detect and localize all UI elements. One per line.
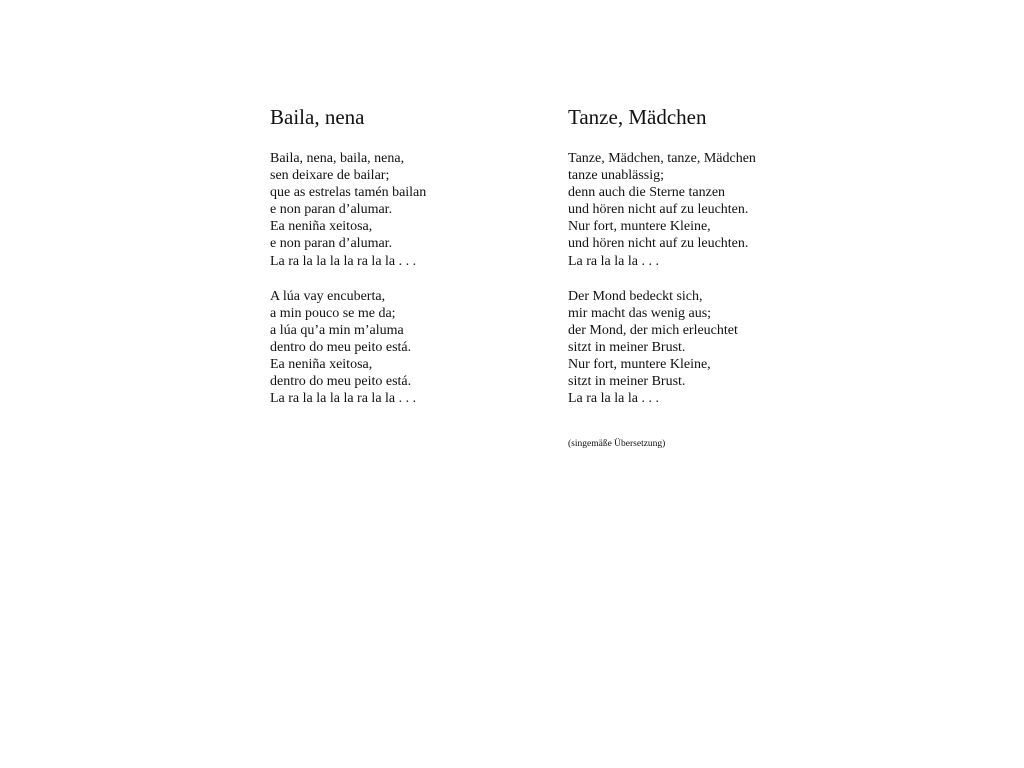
poem-line: mir macht das wenig aus; [568,305,712,321]
poem-line: denn auch die Sterne tanzen [568,185,726,201]
german-poem [568,104,838,425]
poem-line: Ea neniña xeitosa, [270,357,373,373]
poem-line: A lúa vay encuberta, [270,288,386,304]
poem-line: sen deixare de bailar; [270,168,390,184]
poem-line: und hören nicht auf zu leuchten. [568,236,749,252]
poem-line: Nur fort, muntere Kleine, [568,357,711,373]
german-stanza-1 [568,150,838,270]
poem-line: e non paran d’alumar. [270,202,393,218]
poem-line: sitzt in meiner Brust. [568,374,686,390]
poem-line: sitzt in meiner Brust. [568,339,686,355]
poem-line: a min pouco se me da; [270,305,396,321]
galician-stanza-2 [270,288,520,408]
poem-line: e non paran d’alumar. [270,236,393,252]
poem-line: Baila, nena, baila, nena, [270,151,405,166]
poem-line: dentro do meu peito está. [270,339,412,355]
poem-line: La ra la la la la ra la la . . . [270,253,417,269]
poem-line: La ra la la la . . . [568,253,659,269]
poem-line: dentro do meu peito está. [270,374,412,390]
poem-line: Der Mond bedeckt sich, [568,288,703,304]
poem-line: La ra la la la la ra la la . . . [270,391,417,407]
poem-line: La ra la la la . . . [568,391,659,407]
poem-line: a lúa qu’a min m’aluma [270,322,404,338]
poem-line: que as estrelas tamén bailan [270,185,427,201]
galician-poem [270,104,520,425]
poem-line: und hören nicht auf zu leuchten. [568,202,749,218]
poem-line: Nur fort, muntere Kleine, [568,219,711,235]
translation-note: (singemäße Übersetzung) [568,439,666,449]
poem-line: der Mond, der mich erleuchtet [568,322,738,338]
galician-stanza-1 [270,150,520,270]
poem-line: Ea neniña xeitosa, [270,219,373,235]
poem-line: Tanze, Mädchen, tanze, Mädchen [568,151,756,166]
german-poem-title: Tanze, Mädchen [568,105,707,129]
poem-line: tanze unablässig; [568,168,665,184]
german-stanza-2 [568,288,838,408]
galician-poem-title: Baila, nena [270,105,365,129]
